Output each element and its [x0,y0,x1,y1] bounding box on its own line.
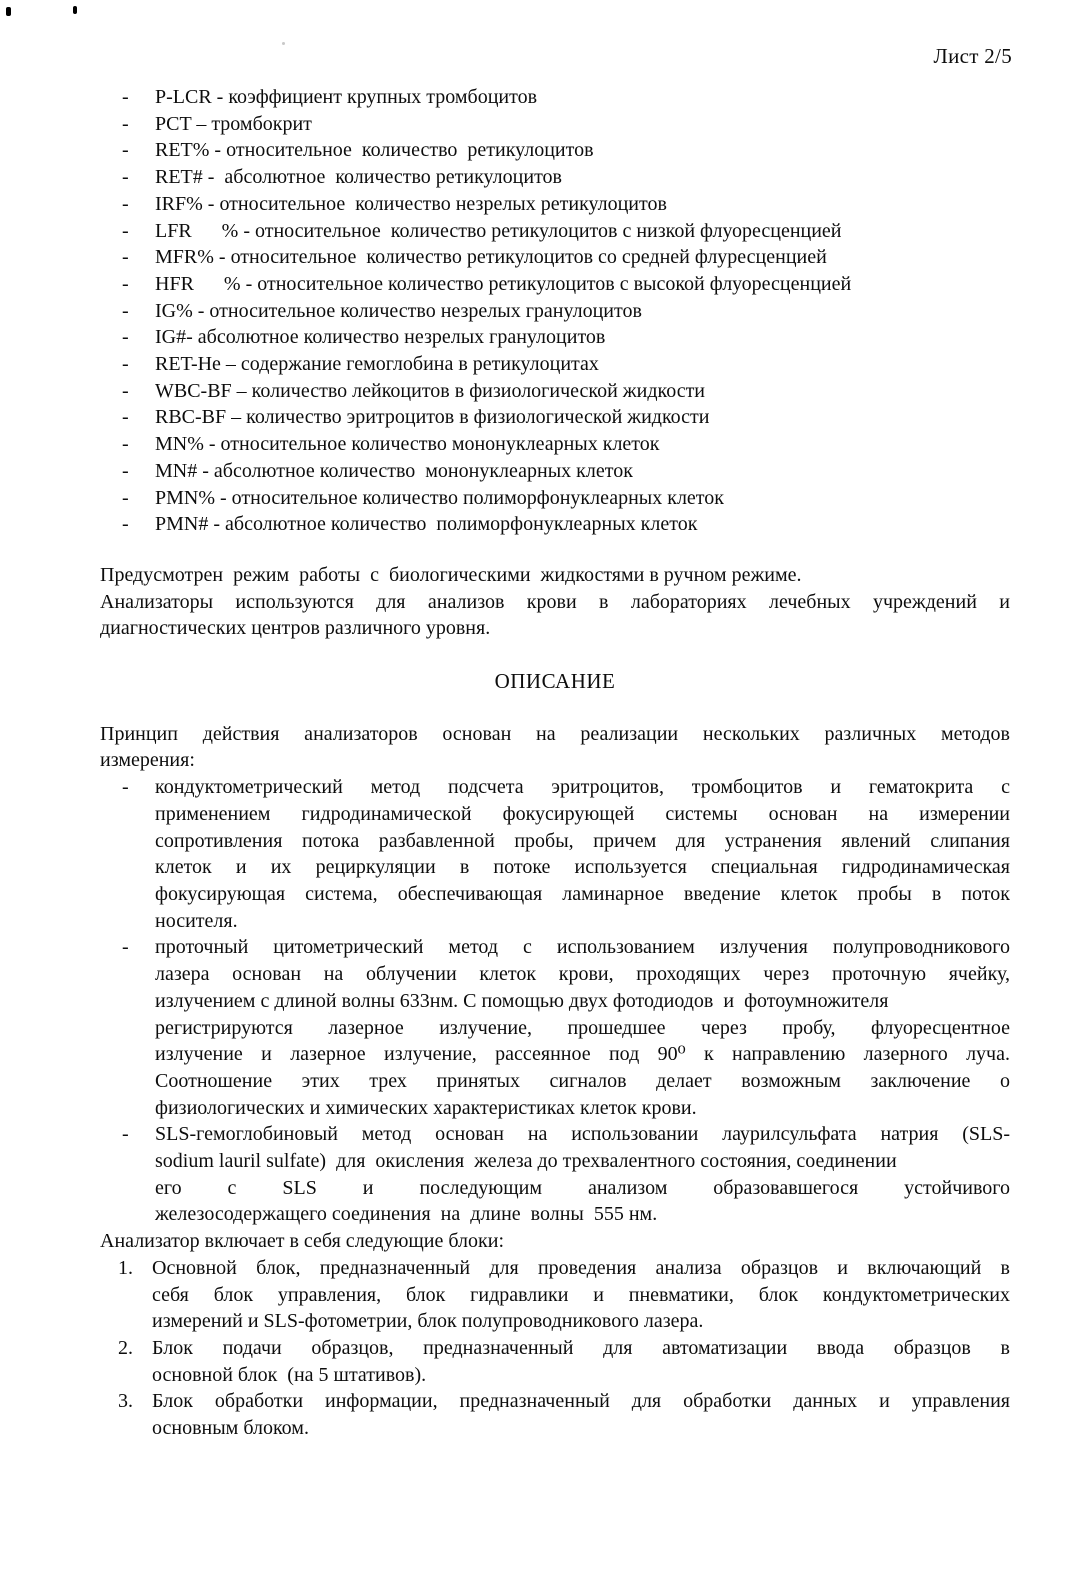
dash-bullet: - [122,433,129,456]
dash-bullet: - [122,486,129,509]
text-line: себя блок управления, блок гидравлики и пневматики, блок кондуктометрических [152,1283,1010,1306]
text-line: Соотношение этих трех принятых сигналов делает возможным заключение о [155,1069,1010,1092]
dash-bullet: - [122,139,129,162]
parameter-text: LFR % - относительное количество ретикулоцитов с низкой флуоресценцией [155,219,842,242]
page-number: Лист 2/5 [933,44,1012,68]
dash-bullet: - [122,272,129,295]
text-line: клеток и их рециркуляции в потоке используется специальная гидродинамическая [155,856,1010,879]
parameter-item [100,404,1010,431]
parameter-item [100,485,1010,512]
text-line: регистрируются лазерное излучение, прошедшее через пробу, флуоресцентное [155,1016,1010,1039]
parameter-item [100,351,1010,378]
text-line: лазера основан на облучении клеток крови, проходящих через проточную ячейку, [155,963,1010,986]
item-number: 1. [118,1256,133,1279]
text-line: SLS-гемоглобиновый метод основан на использовании лаурилсульфата натрия (SLS- [155,1123,1010,1146]
dash-bullet: - [122,936,129,959]
parameter-item [100,324,1010,351]
parameter-item [100,111,1010,138]
dash-bullet: - [122,326,129,349]
text-line: фокусирующая система, обеспечивающая ламинарное введение клеток пробы в поток [155,882,1010,905]
text-line: диагностических центров различного уровня. [100,617,491,640]
text-line: применением гидродинамической фокусирующей системы основан на измерении [155,802,1010,825]
text-line: железосодержащего соединения на длине волны 555 нм. [155,1203,658,1226]
scan-speck [282,42,285,45]
text-line: измерений и SLS-фотометрии, блок полупроводникового лазера. [152,1310,704,1333]
parameter-item [100,298,1010,325]
dash-bullet: - [122,112,129,135]
principle-paragraph [100,721,1010,774]
document-content [100,84,1010,1442]
text-line: Предусмотрен режим работы с биологическими жидкостями в ручном режиме. [100,563,802,586]
dash-bullet: - [122,166,129,189]
parameter-text: IG% - относительное количество незрелых гранулоцитов [155,299,642,322]
text-line: его с SLS и последующим анализом образовавшегося устойчивого [155,1176,1010,1199]
method-item-cytometric [100,934,1010,1121]
parameter-item [100,137,1010,164]
text-line: измерения: [100,749,195,772]
parameter-text: RBC-BF – количество эритроцитов в физиологической жидкости [155,406,710,429]
dash-bullet: - [122,219,129,242]
parameter-item [100,164,1010,191]
intro-paragraph [100,562,1010,642]
method-item-sls [100,1121,1010,1228]
dash-bullet: - [122,86,129,108]
dash-bullet: - [122,513,129,536]
dash-bullet: - [122,1123,129,1146]
parameter-text: MFR% - относительное количество ретикулоцитов со средней флуресценцией [155,246,827,269]
parameter-text: MN# - абсолютное количество мононуклеарных клеток [155,459,633,482]
parameter-item [100,84,1010,111]
parameter-text: RET# - абсолютное количество ретикулоцитов [155,166,562,189]
parameter-item [100,431,1010,458]
numbered-item-main-block [100,1255,1010,1335]
parameter-text: HFR % - относительное количество ретикулоцитов с высокой флуоресценцией [155,272,852,295]
blocks-intro-line: Анализатор включает в себя следующие блоки: [100,1230,505,1253]
dash-bullet: - [122,379,129,402]
parameter-item [100,191,1010,218]
parameter-text: PCT – тромбокрит [155,112,312,135]
dash-bullet: - [122,459,129,482]
text-line: излучение и лазерное излучение, рассеянное под 90⁰ к направлению лазерного луча. [155,1043,1010,1066]
scan-speck [6,7,11,16]
text-line: проточный цитометрический метод с использованием излучения полупроводникового [155,936,1010,959]
dash-bullet: - [122,406,129,429]
parameters-list [100,84,1010,538]
scan-speck [73,6,77,14]
text-line: Блок подачи образцов, предназначенный для автоматизации ввода образцов в [152,1336,1010,1359]
text-line: основным блоком. [152,1417,309,1440]
parameter-item [100,378,1010,405]
dash-bullet: - [122,299,129,322]
dash-bullet: - [122,776,129,799]
section-title: ОПИСАНИЕ [494,669,616,694]
parameter-item [100,218,1010,245]
text-line: Анализаторы используются для анализов крови в лабораториях лечебных учреждений и [100,590,1010,613]
text-line: сопротивления потока разбавленной пробы, причем для устранения явлений слипания [155,829,1010,852]
text-line: излучением с длиной волны 633нм. С помощью двух фотодиодов и фотоумножителя [155,989,889,1012]
parameter-text: WBC-BF – количество лейкоцитов в физиологической жидкости [155,379,706,402]
parameter-item [100,271,1010,298]
text-line: основной блок (на 5 штативов). [152,1363,427,1386]
parameter-text: RET% - относительное количество ретикулоцитов [155,139,594,162]
parameter-item [100,511,1010,538]
numbered-item-data-block [100,1388,1010,1441]
text-line: Основной блок, предназначенный для проведения анализа образцов и включающий в [152,1256,1010,1279]
text-line: Блок обработки информации, предназначенный для обработки данных и управления [152,1390,1010,1413]
parameter-text: PMN# - абсолютное количество полиморфонуклеарных клеток [155,513,698,536]
parameter-item [100,244,1010,271]
method-item-conductometric [100,774,1010,934]
dash-bullet: - [122,353,129,376]
text-line: кондуктометрический метод подсчета эритроцитов, тромбоцитов и гематокрита с [155,776,1010,799]
numbered-item-sampler-block [100,1335,1010,1388]
parameter-text: P-LCR - коэффициент крупных тромбоцитов [155,86,538,108]
parameter-text: IRF% - относительное количество незрелых ретикулоцитов [155,192,667,215]
item-number: 3. [118,1390,133,1413]
dash-bullet: - [122,192,129,215]
dash-bullet: - [122,246,129,269]
parameter-text: PMN% - относительное количество полиморфонуклеарных клеток [155,486,724,509]
parameter-text: RET-He – содержание гемоглобина в ретикулоцитах [155,353,599,376]
text-line: носителя. [155,909,238,932]
spacer [100,538,1010,562]
item-number: 2. [118,1336,133,1359]
parameter-item [100,458,1010,485]
parameter-text: MN% - относительное количество мононуклеарных клеток [155,433,660,456]
parameter-text: IG#- абсолютное количество незрелых гранулоцитов [155,326,606,349]
text-line: sodium lauril sulfate) для окисления железа до трехвалентного состояния, соединении [155,1150,897,1173]
text-line: Принцип действия анализаторов основан на реализации нескольких различных методов [100,722,1010,745]
text-line: физиологических и химических характеристиках клеток крови. [155,1096,697,1119]
